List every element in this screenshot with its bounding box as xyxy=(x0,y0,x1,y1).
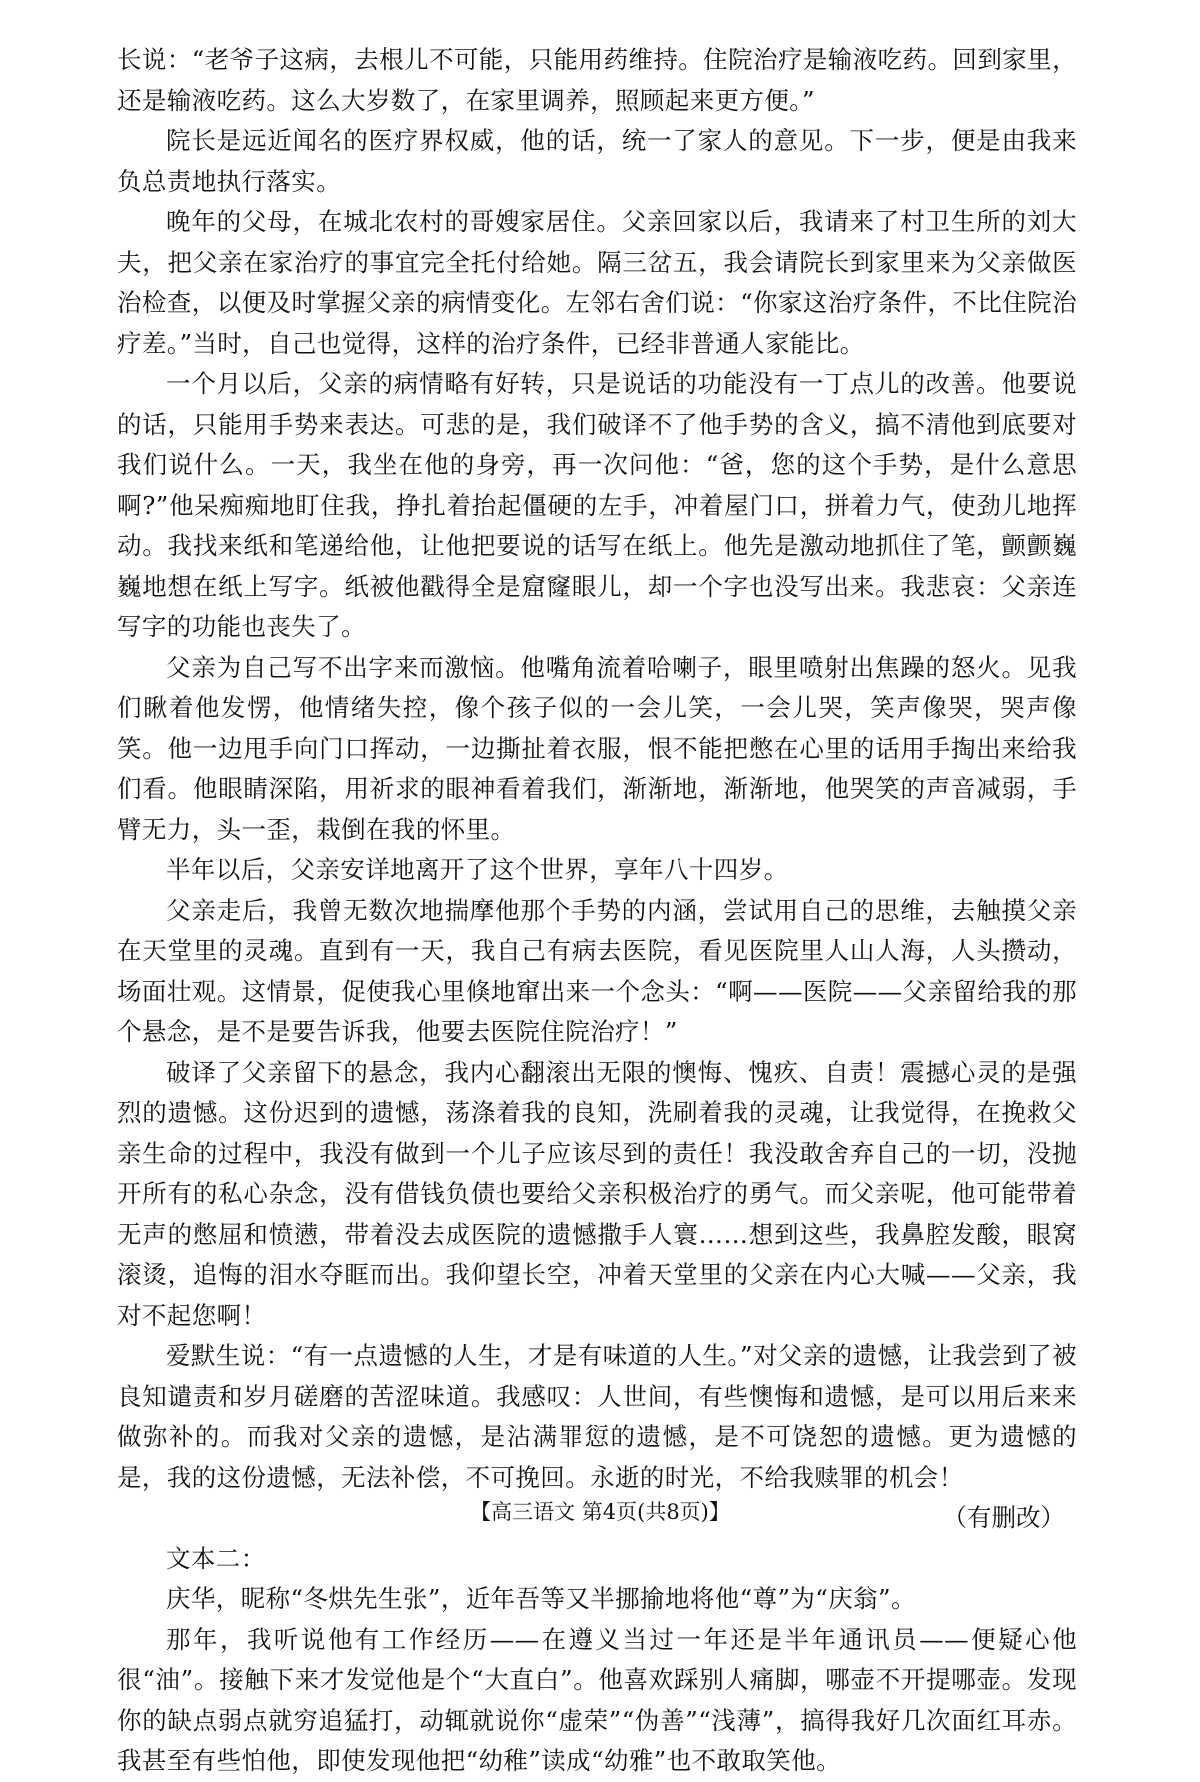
paragraph-3: 晚年的父母，在城北农村的哥嫂家居住。父亲回家以后，我请来了村卫生所的刘大夫，把父亲在家治疗的事宜完全托付给她。隔三岔五，我会请院长到家里来为父亲做医治检查，以便及时掌握父亲的病情变化。左邻右舍们说：“你家这治疗条件，不比住院治疗差。”当时，自己也觉得，这样的治疗条件，已经非普通人家能比。 xyxy=(117,207,1077,358)
paragraph-10: 庆华，昵称“冬烘先生张”，近年吾等又半挪揄地将他“尊”为“庆翁”。 xyxy=(166,1584,916,1613)
paragraph-4: 一个月以后，父亲的病情略有好转，只是说话的功能没有一丁点儿的改善。他要说的话，只能用手势来表达。可悲的是，我们破译不了他手势的含义，搞不清他到底要对我们说什么。一天，我坐在他的身旁，再一次问他：“爸，您的这个手势，是什么意思啊?”他呆痴痴地盯住我，挣扎着抬起僵硬的左手，冲着屋门口，拼着力气，使劲儿地挥动。我找来纸和笔递给他，让他把要说的话写在纸上。他先是激动地抓住了笔，颤颤巍巍地想在纸上写字。纸被他戳得全是窟窿眼儿，却一个字也没写出来。我悲哀：父亲连写字的功能也丧失了。 xyxy=(117,369,1077,641)
paragraph-1: 长说：“老爷子这病，去根儿不可能，只能用药维持。住院治疗是输液吃药。回到家里，还是输液吃药。这么大岁数了，在家里调养，照顾起来更方便。” xyxy=(117,45,1077,115)
abridged-note: （有删改） xyxy=(942,1503,1065,1532)
paragraph-5: 父亲为自己写不出字来而激恼。他嘴角流着哈喇子，眼里喷射出焦躁的怒火。见我们瞅着他发愣，他情绪失控，像个孩子似的一会儿笑，一会儿哭，笑声像哭，哭声像笑。他一边甩手向门口挥动，一边撕扯着衣服，恨不能把憋在心里的话用手掏出来给我们看。他眼睛深陷，用祈求的眼神看着我们，渐渐地，渐渐地，他哭笑的声音减弱，手臂无力，头一歪，栽倒在我的怀里。 xyxy=(117,652,1077,844)
page-footer: 【高三语文 第4页(共8页)】 xyxy=(470,1500,730,1524)
paragraph-11: 那年，我听说他有工作经历——在遵义当过一年还是半年通讯员——便疑心他很“油”。接触下来才发觉他是个“大直白”。他喜欢踩别人痛脚，哪壶不开提哪壶。发现你的缺点弱点就穷追猛打，动辄就说你“虚荣”“伪善”“浅薄”，搞得我好几次面红耳赤。我甚至有些怕他，即使发现他把“幼稚”读成“幼雅”也不敢取笑他。 xyxy=(117,1624,1077,1775)
paragraph-2: 院长是远近闻名的医疗界权威，他的话，统一了家人的意见。下一步，便是由我来负总责地执行落实。 xyxy=(117,126,1077,196)
paragraph-8: 破译了父亲留下的悬念，我内心翻滚出无限的懊悔、愧疚、自责！震撼心灵的是强烈的遗憾。这份迟到的遗憾，荡涤着我的良知，洗刷着我的灵魂，让我觉得，在挽救父亲生命的过程中，我没有做到一个儿子应该尽到的责任！我没敢舍弃自己的一切，没抛开所有的私心杂念，没有借钱负债也要给父亲积极治疗的勇气。而父亲呢，他可能带着无声的憋屈和愤懑，带着没去成医院的遗憾撒手人寰……想到这些，我鼻腔发酸，眼窝滚烫，追悔的泪水夺眶而出。我仰望长空，冲着天堂里的父亲在内心大喊——父亲，我对不起您啊！ xyxy=(117,1057,1077,1330)
paragraph-6: 半年以后，父亲安详地离开了这个世界，享年八十四岁。 xyxy=(166,855,789,884)
text-two-heading: 文本二： xyxy=(166,1543,266,1573)
paragraph-7: 父亲走后，我曾无数次地揣摩他那个手势的内涵，尝试用自己的思维，去触摸父亲在天堂里的灵魂。直到有一天，我自己有病去医院，看见医院里人山人海，人头攒动，场面壮观。这情景，促使我心里倏地窜出来一个念头：“啊——医院——父亲留给我的那个悬念，是不是要告诉我，他要去医院住院治疗！” xyxy=(117,895,1077,1046)
paragraph-9: 爱默生说：“有一点遗憾的人生，才是有味道的人生。”对父亲的遗憾，让我尝到了被良知谴责和岁月磋磨的苦涩味道。我感叹：人世间，有些懊悔和遗憾，是可以用后来来做弥补的。而我对父亲的遗憾，是沾满罪愆的遗憾，是不可饶恕的遗憾。更为遗憾的是，我的这份遗憾，无法补偿，不可挽回。永逝的时光，不给我赎罪的机会！ xyxy=(117,1341,1077,1492)
